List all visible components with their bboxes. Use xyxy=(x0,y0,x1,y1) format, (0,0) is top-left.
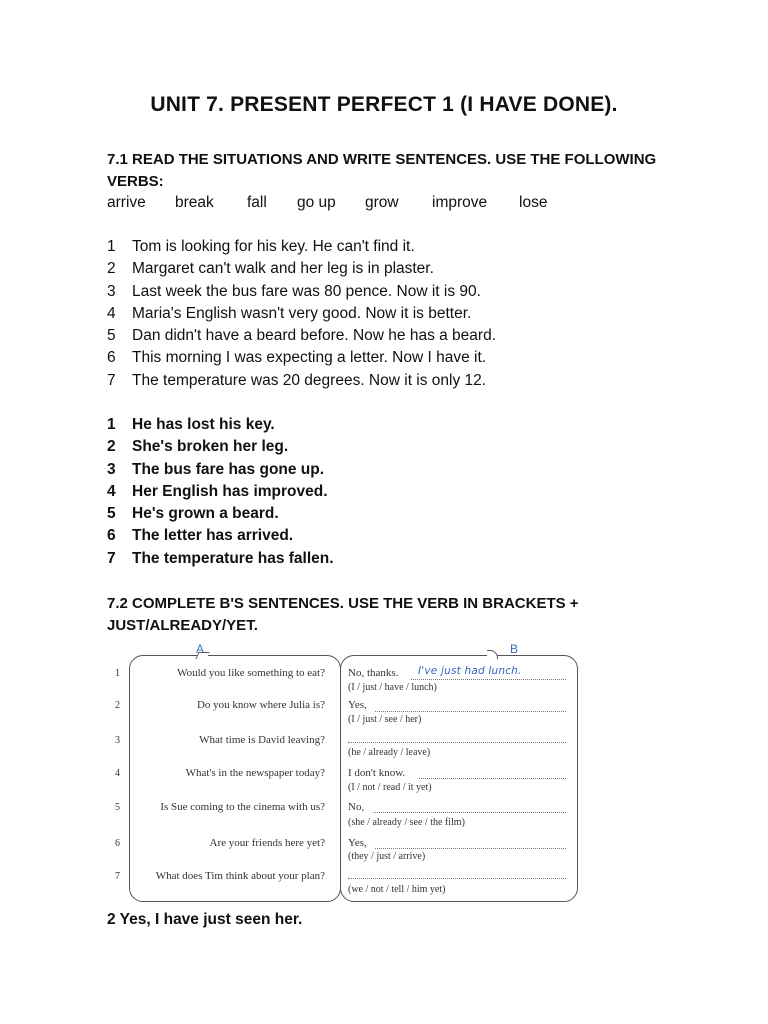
item-text: Dan didn't have a beard before. Now he has a beard. xyxy=(132,327,497,345)
page-title: UNIT 7. PRESENT PERFECT 1 (I HAVE DONE). xyxy=(150,93,618,116)
answer-line xyxy=(375,848,566,849)
item-number: 4 xyxy=(107,304,116,322)
list-item xyxy=(107,436,667,458)
item-text: This morning I was expecting a letter. Now I have it. xyxy=(132,349,487,367)
item-number: 3 xyxy=(107,282,116,300)
item-text: The temperature was 20 degrees. Now it is only 12. xyxy=(132,371,487,389)
verb-item: grow xyxy=(365,194,399,211)
list-item xyxy=(107,370,667,392)
answer-line xyxy=(411,679,566,680)
item-number: 7 xyxy=(107,371,116,389)
answer-line xyxy=(419,778,566,779)
answer-b: Yes, xyxy=(348,837,367,849)
list-item xyxy=(107,481,667,503)
item-number: 7 xyxy=(115,871,120,882)
item-number: 6 xyxy=(107,527,116,545)
item-number: 2 xyxy=(115,700,120,711)
speaker-b-label: B xyxy=(510,642,519,656)
section-7-2-heading-line2: JUST/ALREADY/YET. xyxy=(107,617,258,634)
section-7-2-heading-line1: 7.2 COMPLETE B'S SENTENCES. USE THE VERB IN BRACKETS + xyxy=(107,595,579,612)
list-item xyxy=(107,303,667,325)
item-number: 5 xyxy=(107,505,116,523)
item-number: 4 xyxy=(107,482,116,500)
answer-hint: (they / just / arrive) xyxy=(348,851,426,862)
answer-hint: (we / not / tell / him yet) xyxy=(348,884,446,895)
item-text: Maria's English wasn't very good. Now it is better. xyxy=(132,304,472,322)
section-7-1-heading xyxy=(107,149,667,193)
question-a: What time is David leaving? xyxy=(199,734,325,746)
verb-item: lose xyxy=(519,194,548,211)
item-number: 6 xyxy=(115,838,120,849)
item-number: 5 xyxy=(115,802,120,813)
verb-item: break xyxy=(175,194,214,211)
answer-hint: (she / already / see / the film) xyxy=(348,817,465,828)
list-item xyxy=(107,281,667,303)
section-7-1-heading-line2: VERBS: xyxy=(107,173,164,190)
list-item xyxy=(107,325,667,347)
item-text: The letter has arrived. xyxy=(132,527,294,545)
speech-tail-b xyxy=(487,650,498,659)
list-item xyxy=(107,459,667,481)
answer-b: I don't know. xyxy=(348,767,406,779)
item-number: 6 xyxy=(107,349,116,367)
section-7-2-answer: 2 Yes, I have just seen her. xyxy=(107,911,303,928)
item-text: Her English has improved. xyxy=(132,482,328,500)
answer-hint: (he / already / leave) xyxy=(348,747,431,758)
item-text: Margaret can't walk and her leg is in plaster. xyxy=(132,260,434,278)
item-number: 2 xyxy=(107,438,116,456)
item-text: Last week the bus fare was 80 pence. Now it is 90. xyxy=(132,282,481,300)
question-a: Do you know where Julia is? xyxy=(196,699,325,711)
list-item xyxy=(107,258,667,280)
exercise-figure xyxy=(107,642,587,902)
situations-list xyxy=(107,236,667,392)
answer-line xyxy=(375,711,566,712)
handwritten-answer: I've just had lunch. xyxy=(418,665,522,677)
answer-hint: (I / just / have / lunch) xyxy=(348,682,437,693)
verb-item: fall xyxy=(247,194,267,211)
answer-b: No, xyxy=(348,801,365,813)
answer-line xyxy=(348,878,566,879)
answer-b: Yes, xyxy=(348,699,367,711)
item-number: 7 xyxy=(107,549,116,567)
verb-item: go up xyxy=(297,194,336,211)
answer-b: No, thanks. xyxy=(348,667,399,679)
question-a: Are your friends here yet? xyxy=(209,837,325,849)
item-number: 1 xyxy=(107,416,116,433)
answer-hint: (I / not / read / it yet) xyxy=(348,782,432,793)
list-item xyxy=(107,503,667,525)
list-item xyxy=(107,548,667,570)
item-text: Tom is looking for his key. He can't find it. xyxy=(132,238,415,255)
list-item xyxy=(107,236,667,258)
answers-list xyxy=(107,414,667,570)
verb-item: arrive xyxy=(107,194,146,211)
question-a: What's in the newspaper today? xyxy=(185,767,325,779)
item-number: 3 xyxy=(107,460,116,478)
speaker-a-label: A xyxy=(196,642,205,656)
section-7-2-heading xyxy=(107,593,667,637)
item-number: 2 xyxy=(107,260,116,278)
question-a: Is Sue coming to the cinema with us? xyxy=(160,801,325,813)
answer-line xyxy=(373,812,566,813)
item-text: She's broken her leg. xyxy=(132,438,289,456)
item-text: He's grown a beard. xyxy=(132,505,279,523)
verb-item: improve xyxy=(432,194,488,211)
item-number: 5 xyxy=(107,327,116,345)
list-item xyxy=(107,347,667,369)
item-number: 1 xyxy=(107,238,116,255)
answer-hint: (I / just / see / her) xyxy=(348,714,422,725)
item-text: The bus fare has gone up. xyxy=(132,460,325,478)
list-item xyxy=(107,525,667,547)
item-text: The temperature has fallen. xyxy=(132,549,334,567)
item-text: He has lost his key. xyxy=(132,416,275,433)
question-a: What does Tim think about your plan? xyxy=(155,870,325,882)
section-7-1-heading-line1: 7.1 READ THE SITUATIONS AND WRITE SENTENCES. USE THE FOLLOWING xyxy=(107,151,657,168)
item-number: 4 xyxy=(115,768,120,779)
answer-line xyxy=(348,742,566,743)
list-item xyxy=(107,414,667,436)
question-a: Would you like something to eat? xyxy=(177,667,325,679)
item-number: 3 xyxy=(115,735,120,746)
item-number: 1 xyxy=(115,668,120,679)
